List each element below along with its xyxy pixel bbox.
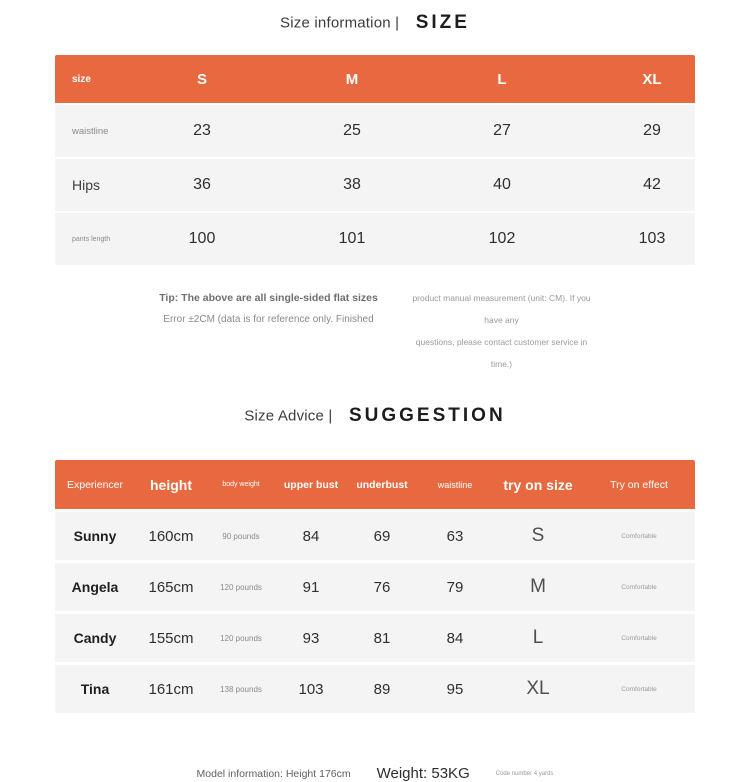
header-try-on-effect: Try on effect — [610, 478, 668, 491]
cell-try-on-effect: Comfortable — [621, 532, 657, 540]
cell-value: 103 — [638, 230, 666, 247]
cell-underbust: 81 — [373, 629, 391, 647]
cell-height: 161cm — [148, 680, 194, 698]
header-experiencer: Experiencer — [66, 478, 124, 491]
size-table — [55, 55, 695, 265]
cell-waistline: 84 — [446, 629, 464, 647]
cell-waistline: 95 — [446, 680, 464, 698]
cell-try-on-size: L — [532, 627, 544, 648]
cell-name: Sunny — [73, 528, 117, 544]
cell-weight: 90 pounds — [222, 531, 260, 541]
cell-value: 27 — [493, 122, 511, 139]
table-row-pants-length — [55, 213, 695, 265]
cell-try-on-size: M — [530, 576, 546, 597]
header-waistline: waistline — [437, 479, 473, 490]
header-try-on-size: try on size — [503, 476, 573, 493]
row-label: pants length — [72, 235, 111, 243]
cell-value: 42 — [643, 176, 661, 193]
suggestion-table — [55, 460, 695, 713]
cell-underbust: 76 — [373, 578, 391, 596]
cell-try-on-effect: Comfortable — [621, 583, 657, 591]
cell-name: Candy — [73, 630, 117, 646]
table-row-sunny — [55, 512, 695, 560]
suggestion-table-header — [55, 460, 695, 509]
tip-line: Error ±2CM (data is for reference only. Finished — [163, 314, 374, 325]
section-title-advice-caps: SUGGESTION — [348, 405, 506, 426]
cell-name: Tina — [80, 681, 110, 697]
section-title-advice-en: Size Advice | — [244, 407, 333, 425]
cell-underbust: 69 — [373, 527, 391, 545]
cell-underbust: 89 — [373, 680, 391, 698]
size-table-header — [55, 55, 695, 103]
size-table-header-m: M — [345, 70, 359, 88]
header-height: height — [150, 476, 192, 493]
table-row-angela — [55, 563, 695, 611]
row-label: Hips — [72, 177, 101, 193]
header-body-weight: body weight — [222, 481, 260, 488]
cell-value: 102 — [488, 230, 516, 247]
table-row-hips — [55, 159, 695, 211]
cell-height: 160cm — [148, 527, 194, 545]
cell-value: 29 — [643, 122, 661, 139]
cell-value: 38 — [343, 176, 361, 193]
section-title-advice — [0, 405, 750, 433]
model-info: Model information: Height 176cm — [196, 767, 351, 780]
cell-try-on-effect: Comfortable — [621, 634, 657, 642]
cell-value: 40 — [493, 176, 511, 193]
header-underbust: underbust — [356, 478, 408, 491]
section-title-size — [0, 0, 750, 38]
cell-value: 100 — [188, 230, 216, 247]
size-table-header-l: L — [497, 70, 507, 88]
tip-line: Tip: The above are all single-sided flat sizes — [159, 292, 378, 304]
cell-try-on-size: S — [531, 525, 545, 546]
cell-value: 101 — [338, 230, 366, 247]
size-table-header-s: S — [196, 70, 207, 88]
model-weight: Weight: 53KG — [376, 765, 470, 782]
table-row-tina — [55, 665, 695, 713]
cell-weight: 120 pounds — [220, 582, 262, 592]
row-label: waistline — [72, 125, 109, 137]
cell-upper-bust: 91 — [302, 578, 320, 596]
tip-line: product manual measurement (unit: CM). If you have any — [412, 293, 591, 325]
cell-height: 155cm — [148, 629, 194, 647]
cell-value: 25 — [343, 122, 361, 139]
model-code-number: Code number 4 yards — [495, 770, 554, 777]
section-title-size-caps: SIZE — [415, 12, 470, 33]
table-row-waistline — [55, 105, 695, 157]
cell-upper-bust: 103 — [298, 680, 324, 698]
cell-upper-bust: 84 — [302, 527, 320, 545]
cell-waistline: 63 — [446, 527, 464, 545]
header-upper-bust: upper bust — [283, 478, 339, 491]
cell-height: 165cm — [148, 578, 194, 596]
tip-note-left — [151, 287, 386, 331]
cell-upper-bust: 93 — [302, 629, 320, 647]
cell-weight: 138 pounds — [220, 684, 262, 694]
tip-line: questions, please contact customer service in time.) — [415, 337, 588, 369]
tip-note-right — [404, 287, 599, 375]
cell-weight: 120 pounds — [220, 633, 262, 643]
size-table-header-size: size — [72, 73, 91, 85]
section-title-size-en: Size information | — [280, 14, 400, 32]
cell-value: 36 — [193, 176, 211, 193]
cell-try-on-size: XL — [526, 678, 550, 699]
table-row-candy — [55, 614, 695, 662]
cell-name: Angela — [71, 579, 119, 595]
size-table-header-xl: XL — [642, 70, 662, 88]
cell-waistline: 79 — [446, 578, 464, 596]
cell-value: 23 — [193, 122, 211, 139]
model-info-bar — [0, 765, 750, 782]
tip-note — [0, 287, 750, 375]
cell-try-on-effect: Comfortable — [621, 685, 657, 693]
